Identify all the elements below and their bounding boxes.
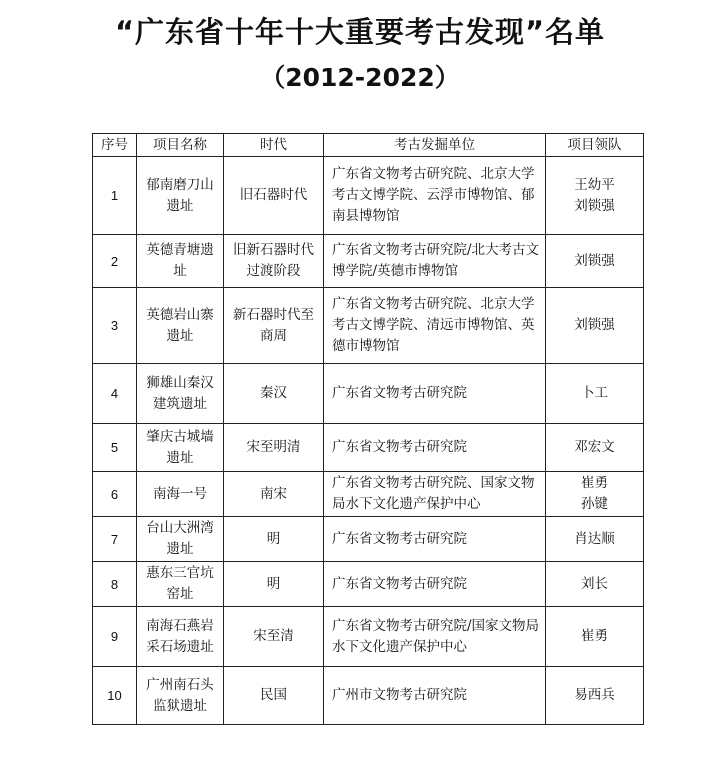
row-number: 5 [93, 424, 137, 472]
project-leaders [546, 517, 644, 562]
excavation-unit: 广州市文物考古研究院 [324, 667, 546, 725]
excavation-unit: 广东省文物考古研究院 [324, 562, 546, 607]
table-row [93, 607, 644, 667]
project-leaders [546, 235, 644, 288]
leader: 易西兵 [574, 687, 615, 703]
era: 宋至明清 [224, 424, 324, 472]
header-project-name: 项目名称 [137, 134, 224, 157]
table-row [93, 288, 644, 364]
leader: 刘长 [581, 575, 608, 592]
excavation-unit: 广东省文物考古研究院/国家文物局水下文化遗产保护中心 [324, 607, 546, 667]
leader: 刘锁强 [574, 317, 615, 333]
table-row [93, 667, 644, 725]
project-name: 南海一号 [137, 472, 224, 517]
project-name: 台山大洲湾遗址 [137, 517, 224, 562]
leader: 肖达顺 [574, 530, 615, 547]
row-number: 1 [93, 157, 137, 235]
project-name: 英德岩山寨遗址 [137, 288, 224, 364]
header-excavation-unit: 考古发掘单位 [324, 134, 546, 157]
project-name: 惠东三官坑窑址 [137, 562, 224, 607]
era: 旧石器时代 [224, 157, 324, 235]
era: 新石器时代至商周 [224, 288, 324, 364]
project-name: 广州南石头监狱遗址 [137, 667, 224, 725]
discoveries-table [92, 133, 644, 725]
table-row [93, 424, 644, 472]
row-number: 7 [93, 517, 137, 562]
project-leaders [546, 364, 644, 424]
project-leaders [546, 667, 644, 725]
project-leaders [546, 472, 644, 517]
excavation-unit: 广东省文物考古研究院/北大考古文博学院/英德市博物馆 [324, 235, 546, 288]
project-leaders [546, 562, 644, 607]
leader: 崔勇 [581, 628, 608, 644]
project-name: 狮雄山秦汉建筑遗址 [137, 364, 224, 424]
era: 明 [224, 517, 324, 562]
table-row [93, 364, 644, 424]
leader: 刘锁强 [574, 252, 615, 269]
era: 南宋 [224, 472, 324, 517]
leader: 崔勇 [581, 475, 608, 491]
project-name: 南海石燕岩采石场遗址 [137, 607, 224, 667]
excavation-unit: 广东省文物考古研究院 [324, 424, 546, 472]
project-name: 郁南磨刀山遗址 [137, 157, 224, 235]
leader: 王幼平 [574, 176, 615, 193]
table-row [93, 235, 644, 288]
leader: 邓宏文 [574, 439, 615, 455]
excavation-unit: 广东省文物考古研究院 [324, 364, 546, 424]
table-header-row [93, 134, 644, 157]
project-leaders [546, 288, 644, 364]
project-leaders [546, 607, 644, 667]
leader: 孙键 [581, 496, 608, 512]
row-number: 8 [93, 562, 137, 607]
era: 民国 [224, 667, 324, 725]
era: 秦汉 [224, 364, 324, 424]
row-number: 9 [93, 607, 137, 667]
table-row [93, 517, 644, 562]
era: 宋至清 [224, 607, 324, 667]
header-era: 时代 [224, 134, 324, 157]
table-row [93, 157, 644, 235]
leader: 卜工 [581, 385, 608, 401]
table-row [93, 562, 644, 607]
era: 旧新石器时代过渡阶段 [224, 235, 324, 288]
project-name: 肇庆古城墙遗址 [137, 424, 224, 472]
header-project-leader: 项目领队 [546, 134, 644, 157]
leader: 刘锁强 [574, 197, 615, 214]
page-subtitle: （2012-2022） [260, 63, 460, 92]
era: 明 [224, 562, 324, 607]
project-name: 英德青塘遗址 [137, 235, 224, 288]
project-leaders [546, 424, 644, 472]
row-number: 2 [93, 235, 137, 288]
table-row [93, 472, 644, 517]
excavation-unit: 广东省文物考古研究院、北京大学考古文博学院、清远市博物馆、英德市博物馆 [324, 288, 546, 364]
row-number: 3 [93, 288, 137, 364]
excavation-unit: 广东省文物考古研究院 [324, 517, 546, 562]
excavation-unit: 广东省文物考古研究院、北京大学考古文博学院、云浮市博物馆、郁南县博物馆 [324, 157, 546, 235]
row-number: 10 [93, 667, 137, 725]
row-number: 4 [93, 364, 137, 424]
header-number: 序号 [93, 134, 137, 157]
page-title: “广东省十年十大重要考古发现”名单 [114, 15, 606, 49]
excavation-unit: 广东省文物考古研究院、国家文物局水下文化遗产保护中心 [324, 472, 546, 517]
project-leaders [546, 157, 644, 235]
row-number: 6 [93, 472, 137, 517]
